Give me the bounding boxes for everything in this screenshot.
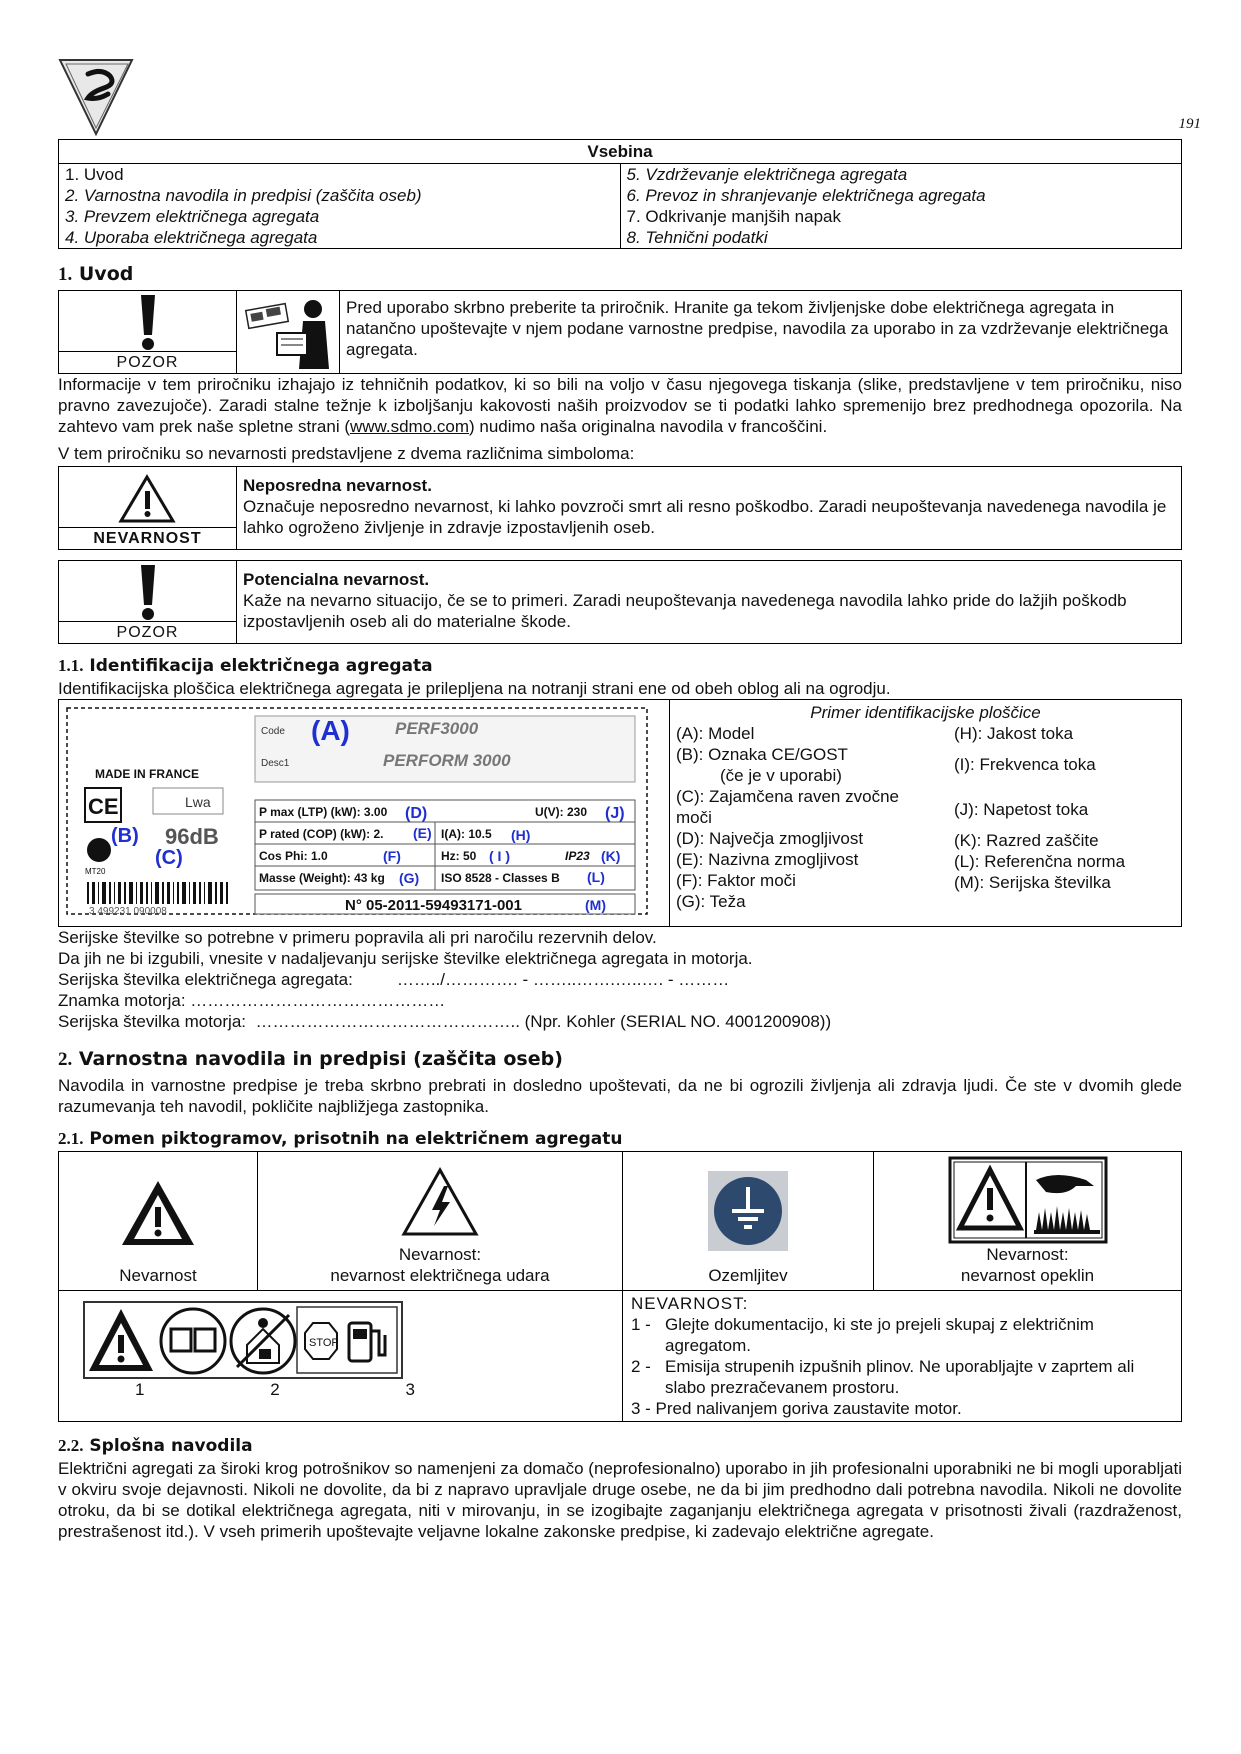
- tag-h: (H): [511, 827, 531, 843]
- toc-title: Vsebina: [59, 140, 1182, 164]
- exclamation-icon: [59, 293, 236, 351]
- pict-electric-label-1: Nevarnost:: [398, 1245, 482, 1264]
- plate-mass: Masse (Weight): 43 kg: [259, 871, 385, 885]
- ce-mark-icon: CE: [88, 794, 119, 819]
- danger-label: NEVARNOST: [59, 527, 236, 549]
- pict-number: 2: [270, 1380, 280, 1399]
- hot-surface-icon: [948, 1156, 1108, 1244]
- genset-serial-line: Serijska številka električnega agregata: ……../…………. - ……..…….…..…. - ………: [58, 970, 730, 989]
- pict-ground: [623, 1152, 874, 1291]
- legend-item: (F): Faktor moči: [676, 871, 796, 890]
- plate-prated: P rated (COP) (kW): 2.: [259, 827, 384, 841]
- plate-pmax: P max (LTP) (kW): 3.00: [259, 805, 388, 819]
- intro-box: [58, 290, 1182, 374]
- tag-b: (B): [111, 825, 139, 847]
- tag-j: (J): [605, 805, 625, 822]
- tag-k: (K): [601, 848, 621, 864]
- plate-uv: U(V): 230: [535, 805, 588, 819]
- pict-burn-label-2: nevarnost opeklin: [960, 1266, 1095, 1285]
- tag-e: (E): [413, 825, 432, 841]
- sdmo-link[interactable]: www.sdmo.com: [349, 417, 470, 436]
- plate-model-desc: PERFORM 3000: [383, 751, 511, 770]
- info-paragraph: Informacije v tem priročniku izhajajo iz tehničnih podatkov, ki so bili na voljo v času njegovega tiskanja (slike, predstavljene v tem priročniku, niso pravno zavezujoče). Zaradi stalne težnje k izboljšanju kakovosti naših proizvodov se ti podatki lahko spremenijo brez predhodnega opozorila. Na zahtevo vam prek naše spletne strani (www.sdmo.com) nudimo naša originalna navodila v francoščini.: [58, 375, 1182, 436]
- pict-burn-label-1: Nevarnost:: [986, 1245, 1069, 1264]
- tag-f: (F): [383, 848, 401, 864]
- danger-text-cell: [237, 467, 1182, 550]
- tag-i: ( I ): [489, 848, 510, 864]
- plate-iso: ISO 8528 - Classes B: [441, 871, 560, 885]
- toc-item[interactable]: 2. Varnostna navodila in predpisi (zaščita oseb): [65, 186, 422, 205]
- danger-text: Označuje neposredno nevarnost, ki lahko povzroči smrt ali resno poškodbo. Zaradi neupoštevanja navedenega navodila je lahko ogroženo življenje in zdravje izpostavljenih oseb.: [243, 497, 1167, 537]
- pictogram-table: [58, 1151, 1182, 1422]
- reader-pictogram: [237, 291, 340, 374]
- legend-right: [954, 723, 1174, 893]
- tag-g: (G): [399, 870, 420, 886]
- plate-code-label: Code: [261, 726, 285, 737]
- subsection-heading: 2.1. Pomen piktogramov, prisotnih na električnem agregatu: [58, 1129, 623, 1149]
- plate-hz: Hz: 50: [441, 849, 477, 863]
- legend-item: moči: [676, 808, 712, 827]
- read-manual-icon: [237, 291, 339, 373]
- plate-desc-label: Desc1: [261, 758, 290, 769]
- legend-item: (M): Serijska številka: [954, 873, 1111, 892]
- legend-item: (I): Frekvenca toka: [954, 755, 1096, 774]
- danger-box: [58, 466, 1182, 550]
- serial-note-1: Serijske številke so potrebne v primeru popravila ali pri naročilu rezervnih delov.: [58, 928, 657, 947]
- plate-location-text: Identifikacijska ploščica električnega agregata je prilepljena na notranji strani ene od obeh oblog ali na ogrodju.: [58, 679, 891, 698]
- pictogram-numbers: [135, 1379, 415, 1400]
- page-number: 191: [1178, 116, 1201, 132]
- pict-number: 1: [135, 1380, 145, 1399]
- pict-burn: [874, 1152, 1182, 1291]
- toc-table: [58, 139, 1182, 249]
- plate-ip: IP23: [565, 849, 590, 863]
- legend-title: Primer identifikacijske ploščice: [810, 703, 1041, 722]
- tag-l: (L): [587, 869, 605, 885]
- legend-item: (B): Oznaka CE/GOST: [676, 745, 848, 764]
- pict-number: 3: [405, 1380, 415, 1399]
- id-plate-drawing: [65, 704, 651, 918]
- danger-item-2: 2 - Emisija strupenih izpušnih plinov. Ne uporabljajte v zaprtem ali slabo prezračevanem prostoru.: [631, 1357, 1135, 1397]
- legend-item: (A): Model: [676, 724, 755, 743]
- electric-shock-icon: [400, 1166, 480, 1238]
- pict-ground-label: Ozemljitev: [708, 1266, 788, 1285]
- tag-m: (M): [585, 897, 606, 913]
- plate-table: [58, 699, 1182, 927]
- sdmo-logo: [58, 58, 134, 136]
- toc-item[interactable]: 3. Prevzem električnega agregata: [65, 207, 320, 226]
- pict-combined: [59, 1291, 623, 1422]
- id-plate-image: [59, 700, 670, 927]
- tag-d: (D): [405, 805, 428, 822]
- plate-mt: MT20: [85, 867, 106, 876]
- toc-left: [59, 164, 621, 249]
- toc-item[interactable]: 1. Uvod: [65, 165, 124, 184]
- toc-item[interactable]: 4. Uporaba električnega agregata: [65, 228, 318, 247]
- pict-danger: [59, 1152, 258, 1291]
- pozor-label: POZOR: [59, 621, 236, 643]
- intro-text: Pred uporabo skrbno preberite ta priročnik. Hranite ga tekom življenjske dobe električnega agregata in natančno upoštevajte v njem podane varnostne predpise, navodila za uporabo in za vzdrževanje električnega agregata.: [340, 291, 1182, 374]
- legend-item: (D): Največja zmogljivost: [676, 829, 864, 848]
- legend-item: (L): Referenčna norma: [954, 852, 1126, 871]
- toc-item[interactable]: 5. Vzdrževanje električnega agregata: [626, 165, 908, 184]
- warning-text: Kaže na nevarno situacijo, če se to primeri. Zaradi neupoštevanja navedenega navodila lahko pride do lažjih poškodb izpostavljenih oseb ali do materialne škode.: [243, 591, 1127, 631]
- legend-item: (E): Nazivna zmogljivost: [676, 850, 859, 869]
- general-instructions: Električni agregati za široki krog potrošnikov so namenjeni za domačo (neprofesionalno) uporabo in jih profesionalni uporabniki ne bi mogli uporabljati v okviru svoje dejavnosti. Nikoli ne dovolite, da bi z napravo upravljale druge osebe, ne da bi jim predhodno dali potrebna navodila. Nikoli ne dovolite otroku, da bi se dotikal električnega agregata, niti v mirovanju, in se izogibajte zaganjanju električnega agregata v prisotnosti živali (razdraženost, prestrašenost itd.). V vseh primerih upoštevajte veljavne lokalne zakonske predpise, ki zadevajo električne agregate.: [58, 1459, 1182, 1541]
- exclamation-icon: [59, 563, 236, 621]
- barcode-number: 3 499231 090008: [89, 906, 167, 917]
- fuel-pump-icon: [349, 1323, 371, 1361]
- pict-electric: [258, 1152, 623, 1291]
- stop-sign-text: STOP: [309, 1337, 339, 1349]
- safety-intro: Navodila in varnostne predpise je treba skrbno prebrati in dosledno upoštevati, da ne bi ogrozili življenja ali zdravja ljudi. Če ste v dvomih glede razumevanja teh navodil, pokličite najbližjega zastopnika.: [58, 1076, 1182, 1116]
- legend-item: (K): Razred zaščite: [954, 831, 1099, 850]
- section-heading: 1. Uvod: [58, 263, 134, 285]
- warning-triangle-icon: [59, 471, 236, 527]
- toc-right: [620, 164, 1182, 249]
- legend-item: (H): Jakost toka: [954, 724, 1074, 743]
- subsection-heading: 2.2. Splošna navodila: [58, 1436, 253, 1456]
- plate-legend: [670, 700, 1182, 927]
- warning-triangle-icon: [118, 1177, 198, 1251]
- warning-title: Potencialna nevarnost.: [243, 570, 430, 589]
- danger-explanations: [623, 1291, 1182, 1422]
- symbols-intro: V tem priročniku so nevarnosti predstavljene z dvema različnima simboloma:: [58, 444, 635, 463]
- engine-serial-line: Serijska številka motorja: ……………………………………….. (Npr. Kohler (SERIAL NO. 4001200908)): [58, 1012, 832, 1031]
- section-heading: 2. Varnostna navodila in predpisi (zaščita oseb): [58, 1048, 563, 1070]
- pict-danger-label: Nevarnost: [119, 1266, 197, 1285]
- toc-item[interactable]: 7. Odkrivanje manjših napak: [626, 207, 842, 226]
- toc-item[interactable]: 6. Prevoz in shranjevanje električnega agregata: [626, 186, 986, 205]
- engine-brand-line[interactable]: Znamka motorja: ………………………………………: [58, 991, 446, 1010]
- legend-left: [676, 723, 954, 912]
- danger-head: NEVARNOST:: [631, 1294, 749, 1313]
- danger-item-1: 1 - Glejte dokumentacijo, ki ste jo prejeli skupaj z električnim agregatom.: [631, 1315, 1094, 1355]
- pozor-symbol-2: [59, 561, 237, 644]
- plate-made-in: MADE IN FRANCE: [95, 767, 199, 781]
- legend-item: (če je v uporabi): [720, 766, 842, 785]
- plate-serial: N° 05-2011-59493171-001: [345, 897, 522, 914]
- plate-ia: I(A): 10.5: [441, 827, 492, 841]
- danger-title: Neposredna nevarnost.: [243, 476, 432, 495]
- plate-lwa: Lwa: [185, 794, 211, 810]
- toc-item[interactable]: 8. Tehnični podatki: [626, 228, 768, 247]
- tag-c: (C): [155, 847, 183, 869]
- danger-symbol: [59, 467, 237, 550]
- pozor-label: POZOR: [59, 351, 236, 373]
- plate-cos: Cos Phi: 1.0: [259, 849, 328, 863]
- warning-text-cell: [237, 561, 1182, 644]
- plate-model-code: PERF3000: [395, 719, 479, 738]
- pozor-symbol: [59, 291, 237, 374]
- legend-item: (C): Zajamčena raven zvočne: [676, 787, 899, 806]
- tag-a: (A): [311, 715, 350, 746]
- legend-item: (G): Teža: [676, 892, 746, 911]
- combined-pictogram: [83, 1301, 403, 1379]
- serial-note-2: Da jih ne bi izgubili, vnesite v nadaljevanju serijske številke električnega agregata in motorja.: [58, 949, 753, 968]
- barcode-icon: [87, 882, 228, 904]
- subsection-heading: 1.1. Identifikacija električnega agregata: [58, 656, 433, 676]
- ground-icon: [708, 1171, 788, 1251]
- pict-electric-label-2: nevarnost električnega udara: [330, 1266, 550, 1285]
- content: [58, 139, 1182, 1542]
- genset-serial-field[interactable]: ……../…………. - ……..…….…..…. - ………: [396, 970, 730, 989]
- legend-item: (J): Napetost toka: [954, 800, 1089, 819]
- warning-box: [58, 560, 1182, 644]
- plate-db: 96dB: [165, 824, 219, 849]
- danger-item-3: 3 - Pred nalivanjem goriva zaustavite motor.: [631, 1399, 962, 1418]
- engine-serial-field[interactable]: ……………………………………….. (Npr. Kohler (SERIAL NO. 4001200908)): [255, 1012, 832, 1031]
